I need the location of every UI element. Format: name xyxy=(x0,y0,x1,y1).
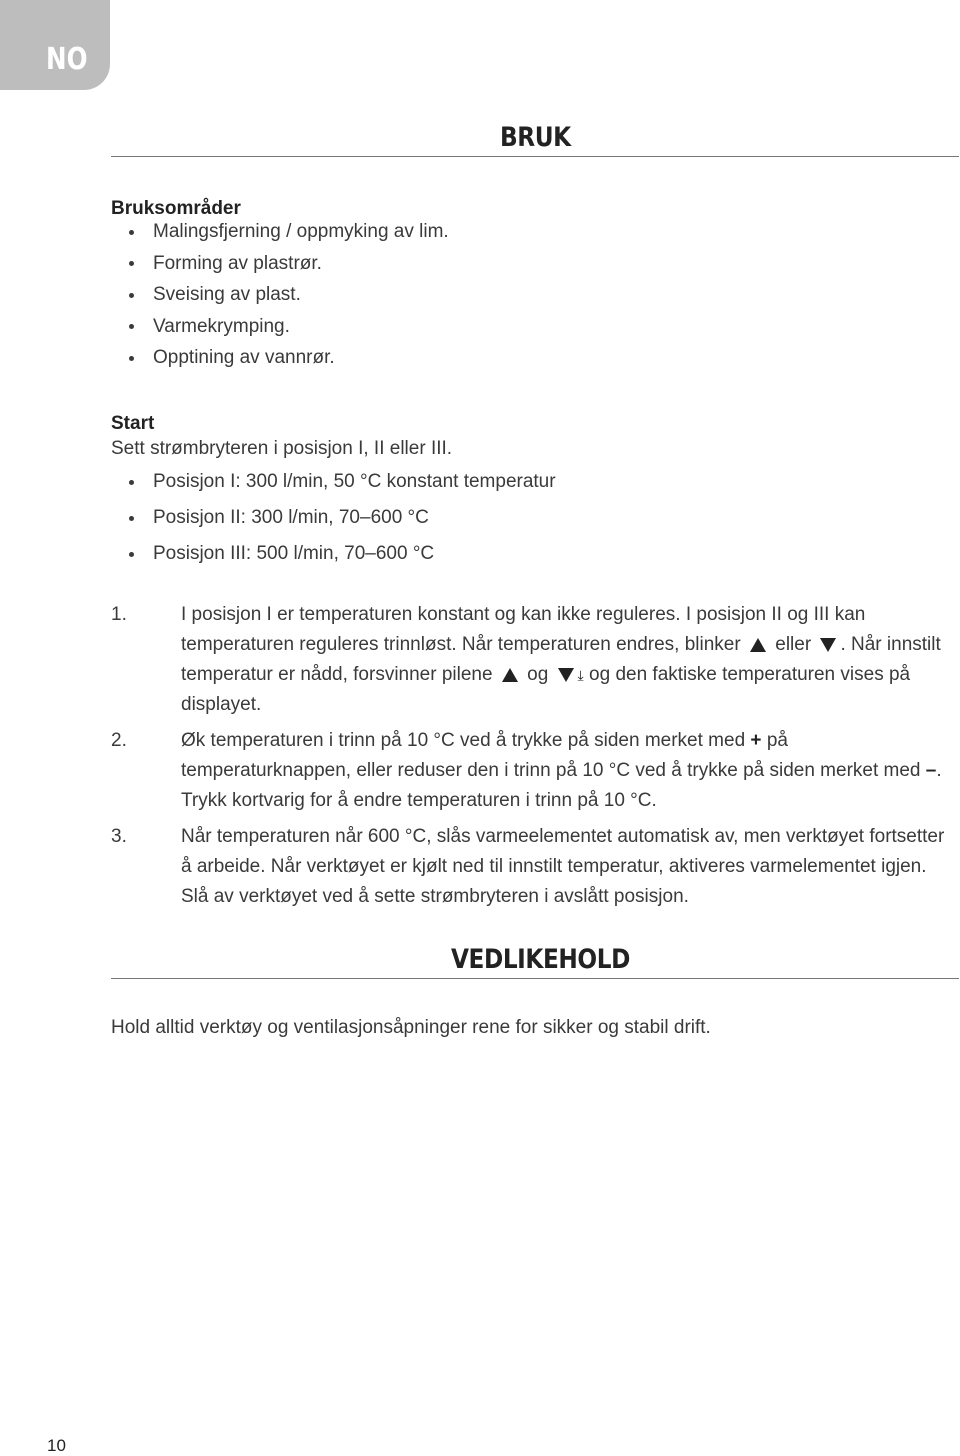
list-item: Varmekrymping. xyxy=(111,311,449,343)
section-title-bruk: BRUK xyxy=(500,122,571,153)
list-item: Opptining av vannrør. xyxy=(111,342,449,374)
step-1-text-b: eller xyxy=(775,634,812,655)
arrow-down-icon xyxy=(820,638,836,652)
step-1-text-f: og den faktiske temperaturen vises på displayet. xyxy=(181,664,911,716)
step-3 xyxy=(111,822,959,912)
start-intro: Sett strømbryteren i posisjon I, II eller III. xyxy=(111,438,453,459)
section-rule-vedlikehold xyxy=(111,978,959,979)
list-item: Malingsfjerning / oppmyking av lim. xyxy=(111,216,449,248)
arrow-up-icon xyxy=(502,668,518,682)
step-1-text-e: og xyxy=(527,664,549,686)
start-position-list xyxy=(111,464,556,572)
step-number: 3. xyxy=(111,826,127,848)
step-1-text-c: . xyxy=(840,634,846,655)
list-item: Forming av plastrør. xyxy=(111,248,449,280)
language-code: NO xyxy=(46,42,88,77)
step-1 xyxy=(111,600,959,720)
step-number: 1. xyxy=(111,604,127,625)
list-item: Posisjon II: 300 l/min, 70–600 °C xyxy=(111,500,556,536)
step-number: 2. xyxy=(111,730,127,752)
list-item: Posisjon I: 300 l/min, 50 °C konstant temperatur xyxy=(111,464,556,500)
step-3-text: Når temperaturen når 600 °C, slås varmeelementet automatisk av, men verktøyet fortsetter å arbeide. Når verktøyet er kjølt ned til innstilt temperatur, aktiveres varmelementet igjen. Slå av verktøyet ved å sette strømbryteren i avslått posisjon. xyxy=(181,826,945,908)
step-2 xyxy=(111,726,959,816)
start-heading: Start xyxy=(111,413,155,434)
step-1-text-d: Når innstilt temperatur er nådd, forsvinner pilene xyxy=(181,634,941,686)
step-1-text-a: I posisjon I er temperaturen konstant og kan ikke reguleres. I posisjon II og III kan temperaturen reguleres trinnløst. Når temperaturen endres, blinker xyxy=(181,604,866,655)
section-rule-bruk xyxy=(111,156,959,157)
steps-list xyxy=(111,600,959,912)
plus-symbol: + xyxy=(750,730,762,752)
arrow-up-icon xyxy=(750,638,766,652)
step-2-text-a: Øk temperaturen i trinn på 10 °C ved å trykke på siden merket med xyxy=(181,730,746,752)
section-title-vedlikehold: VEDLIKEHOLD xyxy=(451,944,630,975)
page-number: 10 xyxy=(47,1436,66,1455)
language-tab xyxy=(0,0,110,90)
setpoint-icon: ⤓ xyxy=(577,667,584,683)
vedlikehold-text: Hold alltid verktøy og ventilasjonsåpninger rene for sikker og stabil drift. xyxy=(111,1017,711,1038)
step-2-text-c: . Trykk kortvarig for å endre temperaturen i trinn på 10 °C. xyxy=(181,760,942,812)
step-2-text-b: på temperaturknappen, eller reduser den i trinn på 10 °C ved å trykke på siden merket med xyxy=(181,730,921,782)
bruksomrader-heading: Bruksområder xyxy=(111,198,241,219)
minus-symbol: – xyxy=(925,760,937,782)
arrow-down-icon xyxy=(558,668,574,682)
bruksomrader-list xyxy=(111,216,449,374)
list-item: Posisjon III: 500 l/min, 70–600 °C xyxy=(111,536,556,572)
list-item: Sveising av plast. xyxy=(111,279,449,311)
